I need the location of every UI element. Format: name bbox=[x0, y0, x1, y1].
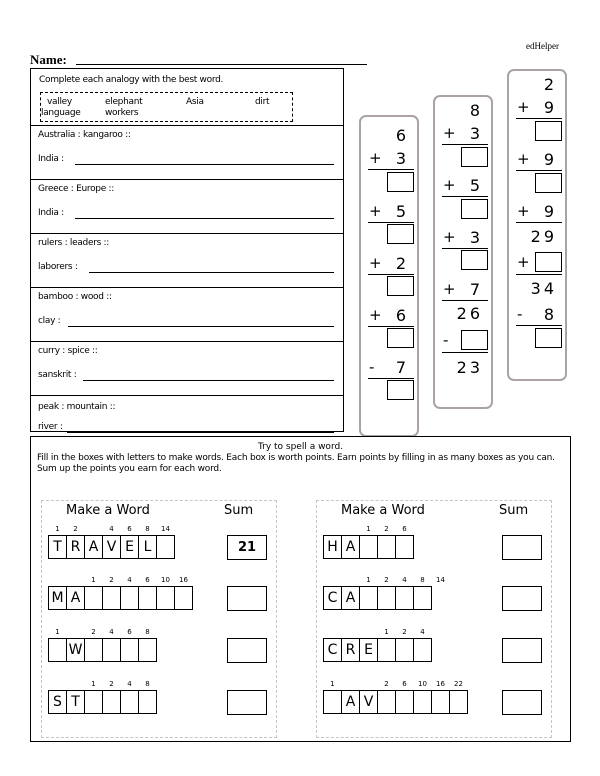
operand: 3 bbox=[469, 228, 483, 247]
analogy-answer-prefix: India : bbox=[38, 208, 64, 218]
letter-box[interactable]: A bbox=[341, 690, 360, 714]
word-bank-item: valley bbox=[47, 97, 72, 107]
sum-box[interactable] bbox=[502, 638, 542, 663]
sum-line bbox=[442, 352, 488, 353]
word-bank-item: dirt bbox=[255, 97, 270, 107]
letter-box[interactable] bbox=[359, 535, 378, 559]
letter-box[interactable] bbox=[156, 586, 175, 610]
letter-box[interactable] bbox=[377, 586, 396, 610]
analogy-item bbox=[31, 287, 343, 341]
letter-box[interactable] bbox=[120, 638, 139, 662]
point-value: 2 bbox=[109, 680, 114, 688]
start-number: 6 bbox=[395, 126, 409, 145]
operand-box[interactable] bbox=[535, 252, 562, 272]
point-value: 1 bbox=[366, 525, 371, 533]
analogy-item bbox=[31, 125, 343, 179]
analogy-answer-field[interactable] bbox=[89, 272, 334, 273]
operator: + bbox=[369, 202, 382, 220]
given-result: 23 bbox=[456, 358, 483, 377]
analogy-answer-prefix: India : bbox=[38, 154, 64, 164]
letter-box[interactable] bbox=[138, 690, 157, 714]
point-value: 1 bbox=[55, 628, 60, 636]
letter-box[interactable]: A bbox=[66, 586, 85, 610]
letter-box[interactable] bbox=[395, 638, 414, 662]
answer-box[interactable] bbox=[387, 172, 414, 192]
analogy-prompt: peak : mountain :: bbox=[38, 402, 116, 412]
letter-box[interactable] bbox=[359, 586, 378, 610]
analogy-answer-prefix: river : bbox=[38, 422, 63, 432]
letter-box[interactable]: M bbox=[48, 586, 67, 610]
word-row bbox=[48, 680, 278, 720]
point-value: 22 bbox=[454, 680, 463, 688]
letter-box[interactable] bbox=[120, 690, 139, 714]
operand: 5 bbox=[395, 202, 409, 221]
operand: 5 bbox=[469, 176, 483, 195]
letter-cells bbox=[48, 690, 157, 714]
sum-box[interactable] bbox=[227, 690, 267, 715]
sum-line bbox=[368, 326, 414, 327]
analogy-answer-prefix: laborers : bbox=[38, 262, 78, 272]
point-value: 14 bbox=[161, 525, 170, 533]
point-value: 2 bbox=[384, 576, 389, 584]
sum-line bbox=[442, 144, 488, 145]
operand: 3 bbox=[469, 124, 483, 143]
letter-box[interactable] bbox=[120, 586, 139, 610]
point-value: 2 bbox=[109, 576, 114, 584]
operator: - bbox=[443, 331, 449, 349]
analogy-answer-field[interactable] bbox=[68, 326, 334, 327]
letter-cells bbox=[323, 690, 468, 714]
analogy-answer-prefix: sanskrit : bbox=[38, 370, 77, 380]
word-row bbox=[323, 680, 553, 720]
point-value: 8 bbox=[145, 680, 150, 688]
point-value: 14 bbox=[436, 576, 445, 584]
point-value: 8 bbox=[145, 628, 150, 636]
point-value: 6 bbox=[402, 525, 407, 533]
answer-box[interactable] bbox=[535, 121, 562, 141]
letter-box[interactable] bbox=[102, 586, 121, 610]
operator: + bbox=[443, 124, 456, 142]
sum-line bbox=[442, 248, 488, 249]
operator: + bbox=[369, 149, 382, 167]
letter-box[interactable] bbox=[377, 535, 396, 559]
answer-box[interactable] bbox=[387, 276, 414, 296]
operand-box[interactable] bbox=[461, 330, 488, 350]
analogy-prompt: Australia : kangaroo :: bbox=[38, 130, 131, 140]
point-value: 2 bbox=[384, 525, 389, 533]
start-number: 2 bbox=[543, 75, 557, 94]
word-row bbox=[48, 525, 278, 565]
sum-line bbox=[516, 325, 562, 326]
point-value: 2 bbox=[402, 628, 407, 636]
answer-box[interactable] bbox=[535, 328, 562, 348]
sum-line bbox=[368, 274, 414, 275]
operand: 3 bbox=[395, 149, 409, 168]
letter-box[interactable]: L bbox=[138, 535, 157, 559]
letter-box[interactable]: H bbox=[323, 535, 342, 559]
analogy-answer-field[interactable] bbox=[83, 380, 334, 381]
sum-line bbox=[368, 169, 414, 170]
point-value: 4 bbox=[109, 525, 114, 533]
word-row bbox=[323, 628, 553, 668]
point-value: 4 bbox=[420, 628, 425, 636]
operand: 7 bbox=[395, 358, 409, 377]
operand: 7 bbox=[469, 280, 483, 299]
analogy-instructions: Complete each analogy with the best word. bbox=[39, 75, 224, 85]
letter-box[interactable]: R bbox=[341, 638, 360, 662]
sum-heading: Sum bbox=[499, 503, 529, 518]
operand: 9 bbox=[543, 98, 557, 117]
analogy-answer-field[interactable] bbox=[75, 164, 334, 165]
sum-box[interactable] bbox=[502, 690, 542, 715]
operand: 2 bbox=[395, 254, 409, 273]
letter-cells bbox=[48, 586, 193, 610]
operator: + bbox=[517, 150, 530, 168]
letter-box[interactable] bbox=[138, 586, 157, 610]
letter-box[interactable] bbox=[395, 586, 414, 610]
word-bank-item: workers bbox=[105, 108, 139, 118]
point-value: 8 bbox=[420, 576, 425, 584]
sum-heading: Sum bbox=[224, 503, 254, 518]
point-value: 1 bbox=[330, 680, 335, 688]
letter-box[interactable] bbox=[449, 690, 468, 714]
letter-box[interactable]: E bbox=[120, 535, 139, 559]
word-game-instructions: Fill in the boxes with letters to make words. Each box is worth points. Earn points by filling in as many boxes as you can. Sum up the points you earn for each word. bbox=[37, 453, 555, 474]
operator: + bbox=[517, 253, 530, 271]
answer-box[interactable] bbox=[387, 224, 414, 244]
letter-box[interactable]: C bbox=[323, 638, 342, 662]
sum-line bbox=[368, 378, 414, 379]
answer-box[interactable] bbox=[535, 173, 562, 193]
analogy-answer-field[interactable] bbox=[67, 432, 334, 433]
operator: + bbox=[443, 280, 456, 298]
point-value: 6 bbox=[145, 576, 150, 584]
letter-box[interactable] bbox=[413, 638, 432, 662]
word-bank bbox=[40, 92, 293, 122]
letter-box[interactable] bbox=[377, 690, 396, 714]
math-chain-2 bbox=[433, 95, 493, 409]
name-field[interactable] bbox=[76, 64, 367, 65]
letter-box[interactable] bbox=[84, 690, 103, 714]
math-chain-3 bbox=[507, 69, 567, 381]
point-value: 2 bbox=[91, 628, 96, 636]
letter-box[interactable] bbox=[84, 586, 103, 610]
letter-box[interactable] bbox=[413, 690, 432, 714]
letter-box[interactable]: T bbox=[66, 690, 85, 714]
analogy-item bbox=[31, 179, 343, 233]
letter-box[interactable]: A bbox=[84, 535, 103, 559]
answer-box[interactable] bbox=[461, 250, 488, 270]
given-result: 34 bbox=[530, 279, 557, 298]
given-result: 26 bbox=[456, 304, 483, 323]
word-panel-left bbox=[41, 500, 277, 738]
operator: + bbox=[369, 306, 382, 324]
given-result: 29 bbox=[530, 227, 557, 246]
sum-line bbox=[516, 274, 562, 275]
point-value: 1 bbox=[91, 576, 96, 584]
make-word-heading: Make a Word bbox=[66, 503, 150, 518]
letter-box[interactable] bbox=[413, 586, 432, 610]
sum-box[interactable] bbox=[227, 586, 267, 611]
operator: + bbox=[443, 228, 456, 246]
point-value: 16 bbox=[179, 576, 188, 584]
letter-box[interactable]: E bbox=[359, 638, 378, 662]
sum-line bbox=[442, 300, 488, 301]
letter-box[interactable] bbox=[138, 638, 157, 662]
letter-box[interactable] bbox=[395, 690, 414, 714]
letter-cells bbox=[323, 638, 432, 662]
math-chain-1 bbox=[359, 115, 419, 437]
letter-box[interactable]: V bbox=[102, 535, 121, 559]
point-value: 10 bbox=[418, 680, 427, 688]
sum-box[interactable] bbox=[227, 638, 267, 663]
make-word-heading: Make a Word bbox=[341, 503, 425, 518]
letter-cells bbox=[323, 535, 414, 559]
point-value: 6 bbox=[402, 680, 407, 688]
point-value: 4 bbox=[402, 576, 407, 584]
word-row bbox=[48, 628, 278, 668]
analogy-item bbox=[31, 341, 343, 395]
letter-box[interactable] bbox=[48, 638, 67, 662]
point-value: 1 bbox=[384, 628, 389, 636]
letter-box[interactable] bbox=[174, 586, 193, 610]
answer-box[interactable] bbox=[461, 199, 488, 219]
word-row bbox=[323, 576, 553, 616]
analogy-prompt: bamboo : wood :: bbox=[38, 292, 112, 302]
letter-box[interactable] bbox=[102, 690, 121, 714]
answer-box[interactable] bbox=[461, 147, 488, 167]
analogy-prompt: rulers : leaders :: bbox=[38, 238, 110, 248]
point-value: 2 bbox=[73, 525, 78, 533]
point-value: 10 bbox=[161, 576, 170, 584]
analogy-section bbox=[30, 68, 344, 432]
letter-box[interactable]: C bbox=[323, 586, 342, 610]
point-value: 6 bbox=[127, 628, 132, 636]
sum-box[interactable] bbox=[502, 535, 542, 560]
word-panel-right bbox=[316, 500, 552, 738]
answer-box[interactable] bbox=[387, 328, 414, 348]
word-row bbox=[323, 525, 553, 565]
letter-box[interactable]: S bbox=[48, 690, 67, 714]
letter-box[interactable]: W bbox=[66, 638, 85, 662]
analogy-prompt: curry : spice :: bbox=[38, 346, 98, 356]
letter-box[interactable]: A bbox=[341, 535, 360, 559]
analogy-answer-field[interactable] bbox=[75, 218, 334, 219]
letter-box[interactable]: A bbox=[341, 586, 360, 610]
point-value: 1 bbox=[55, 525, 60, 533]
letter-box[interactable]: T bbox=[48, 535, 67, 559]
letter-cells bbox=[48, 535, 175, 559]
point-value: 4 bbox=[127, 680, 132, 688]
point-value: 1 bbox=[366, 576, 371, 584]
operator: + bbox=[517, 98, 530, 116]
operator: + bbox=[517, 202, 530, 220]
sum-line bbox=[442, 196, 488, 197]
word-bank-item: elephant bbox=[105, 97, 143, 107]
analogy-item bbox=[31, 233, 343, 287]
analogy-answer-prefix: clay : bbox=[38, 316, 61, 326]
word-bank-item: Asia bbox=[186, 97, 204, 107]
answer-box[interactable] bbox=[387, 380, 414, 400]
sum-line bbox=[516, 222, 562, 223]
word-game-title: Try to spell a word. bbox=[257, 442, 344, 452]
operand: 6 bbox=[395, 306, 409, 325]
operator: - bbox=[517, 305, 523, 323]
point-value: 2 bbox=[384, 680, 389, 688]
operand: 8 bbox=[543, 305, 557, 324]
brand-label: edHelper bbox=[526, 41, 559, 51]
word-bank-item: language bbox=[41, 108, 81, 118]
sum-line bbox=[516, 170, 562, 171]
letter-box[interactable] bbox=[377, 638, 396, 662]
point-value: 4 bbox=[109, 628, 114, 636]
letter-cells bbox=[48, 638, 157, 662]
operand: 9 bbox=[543, 150, 557, 169]
letter-box[interactable]: V bbox=[359, 690, 378, 714]
letter-box[interactable] bbox=[84, 638, 103, 662]
letter-box[interactable] bbox=[431, 690, 450, 714]
point-value: 16 bbox=[436, 680, 445, 688]
point-value: 1 bbox=[91, 680, 96, 688]
operator: - bbox=[369, 358, 375, 376]
point-value: 6 bbox=[127, 525, 132, 533]
operator: + bbox=[369, 254, 382, 272]
point-value: 4 bbox=[127, 576, 132, 584]
analogy-prompt: Greece : Europe :: bbox=[38, 184, 114, 194]
letter-cells bbox=[323, 586, 432, 610]
sum-box[interactable]: 21 bbox=[227, 535, 267, 560]
sum-line bbox=[368, 222, 414, 223]
point-value: 8 bbox=[145, 525, 150, 533]
word-row bbox=[48, 576, 278, 616]
letter-box[interactable] bbox=[156, 535, 175, 559]
start-number: 8 bbox=[469, 101, 483, 120]
operator: + bbox=[443, 176, 456, 194]
letter-box[interactable] bbox=[323, 690, 342, 714]
analogy-item bbox=[31, 395, 343, 432]
sum-line bbox=[516, 118, 562, 119]
letter-box[interactable] bbox=[395, 535, 414, 559]
letter-box[interactable] bbox=[102, 638, 121, 662]
name-label: Name: bbox=[30, 52, 67, 67]
sum-box[interactable] bbox=[502, 586, 542, 611]
word-game-section bbox=[30, 436, 571, 742]
letter-box[interactable]: R bbox=[66, 535, 85, 559]
operand: 9 bbox=[543, 202, 557, 221]
